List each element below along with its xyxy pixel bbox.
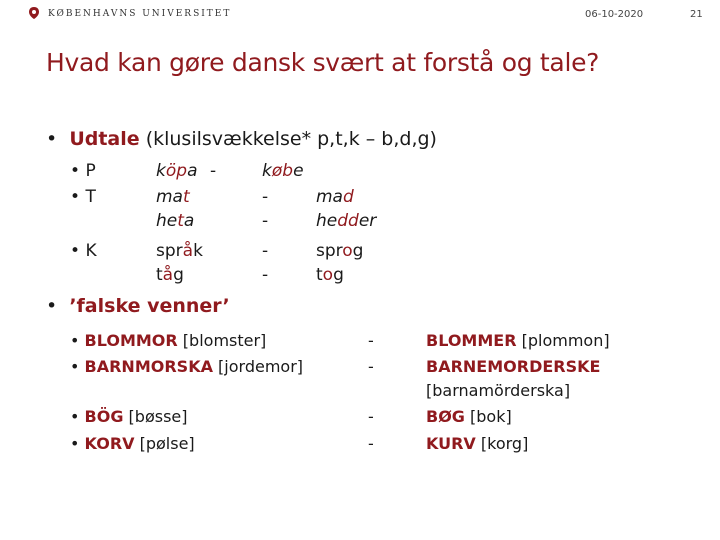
bullet-dot: • <box>46 128 58 150</box>
page-number: 21 <box>690 9 703 20</box>
udtale-description: (klusilsvækkelse* p,t,k – b,d,g) <box>139 128 437 150</box>
false-friend-dash: - <box>368 434 374 453</box>
danish-word: sprog <box>316 241 364 261</box>
false-friend-danish: BLOMMER [plommon] <box>426 331 610 350</box>
swedish-word: tåg <box>156 265 184 285</box>
danish-word: tog <box>316 265 344 285</box>
bullet-udtale <box>46 128 437 150</box>
false-friend-dash: - <box>368 357 374 376</box>
bullet-falske-venner <box>46 295 230 317</box>
separator: - <box>210 161 217 181</box>
separator: - <box>262 187 269 207</box>
falske-venner-label: ’falske venner’ <box>69 295 230 317</box>
separator: - <box>262 211 269 231</box>
slide-date: 06-10-2020 <box>585 9 644 20</box>
false-friend-swedish: • BLOMMOR [blomster] <box>70 331 267 350</box>
false-friend-swedish: • BÖG [bøsse] <box>70 407 188 426</box>
danish-word: købe <box>262 161 304 181</box>
separator: - <box>262 265 269 285</box>
page-title: Hvad kan gøre dansk svært at forstå og tale? <box>46 48 600 77</box>
false-friend-dash: - <box>368 331 374 350</box>
udtale-label: Udtale <box>69 128 140 150</box>
false-friend-swedish: • BARNMORSKA [jordemor] <box>70 357 304 376</box>
false-friend-danish: KURV [korg] <box>426 434 529 453</box>
sub-bullet-t: • T <box>70 187 96 207</box>
swedish-word: språk <box>156 241 203 261</box>
university-name: KØBENHAVNS UNIVERSITET <box>48 9 232 19</box>
sub-bullet-p: • P <box>70 161 96 181</box>
danish-word: hedder <box>316 211 377 231</box>
false-friend-danish-gloss: [barnamörderska] <box>426 381 571 400</box>
row-letter: P <box>85 161 96 181</box>
false-friend-danish-word: BARNEMORDERSKE <box>426 357 601 376</box>
separator: - <box>262 241 269 261</box>
university-logo-icon <box>28 6 40 20</box>
false-friend-dash: - <box>368 407 374 426</box>
swedish-word: heta <box>156 211 195 231</box>
swedish-word: köpa <box>156 161 198 181</box>
row-letter: K <box>85 241 97 261</box>
swedish-word: mat <box>156 187 190 207</box>
bullet-dot: • <box>46 295 58 317</box>
false-friend-danish: BØG [bok] <box>426 407 512 426</box>
danish-word: mad <box>316 187 354 207</box>
sub-bullet-k: • K <box>70 241 97 261</box>
false-friend-swedish: • KORV [pølse] <box>70 434 195 453</box>
row-letter: T <box>85 187 96 207</box>
